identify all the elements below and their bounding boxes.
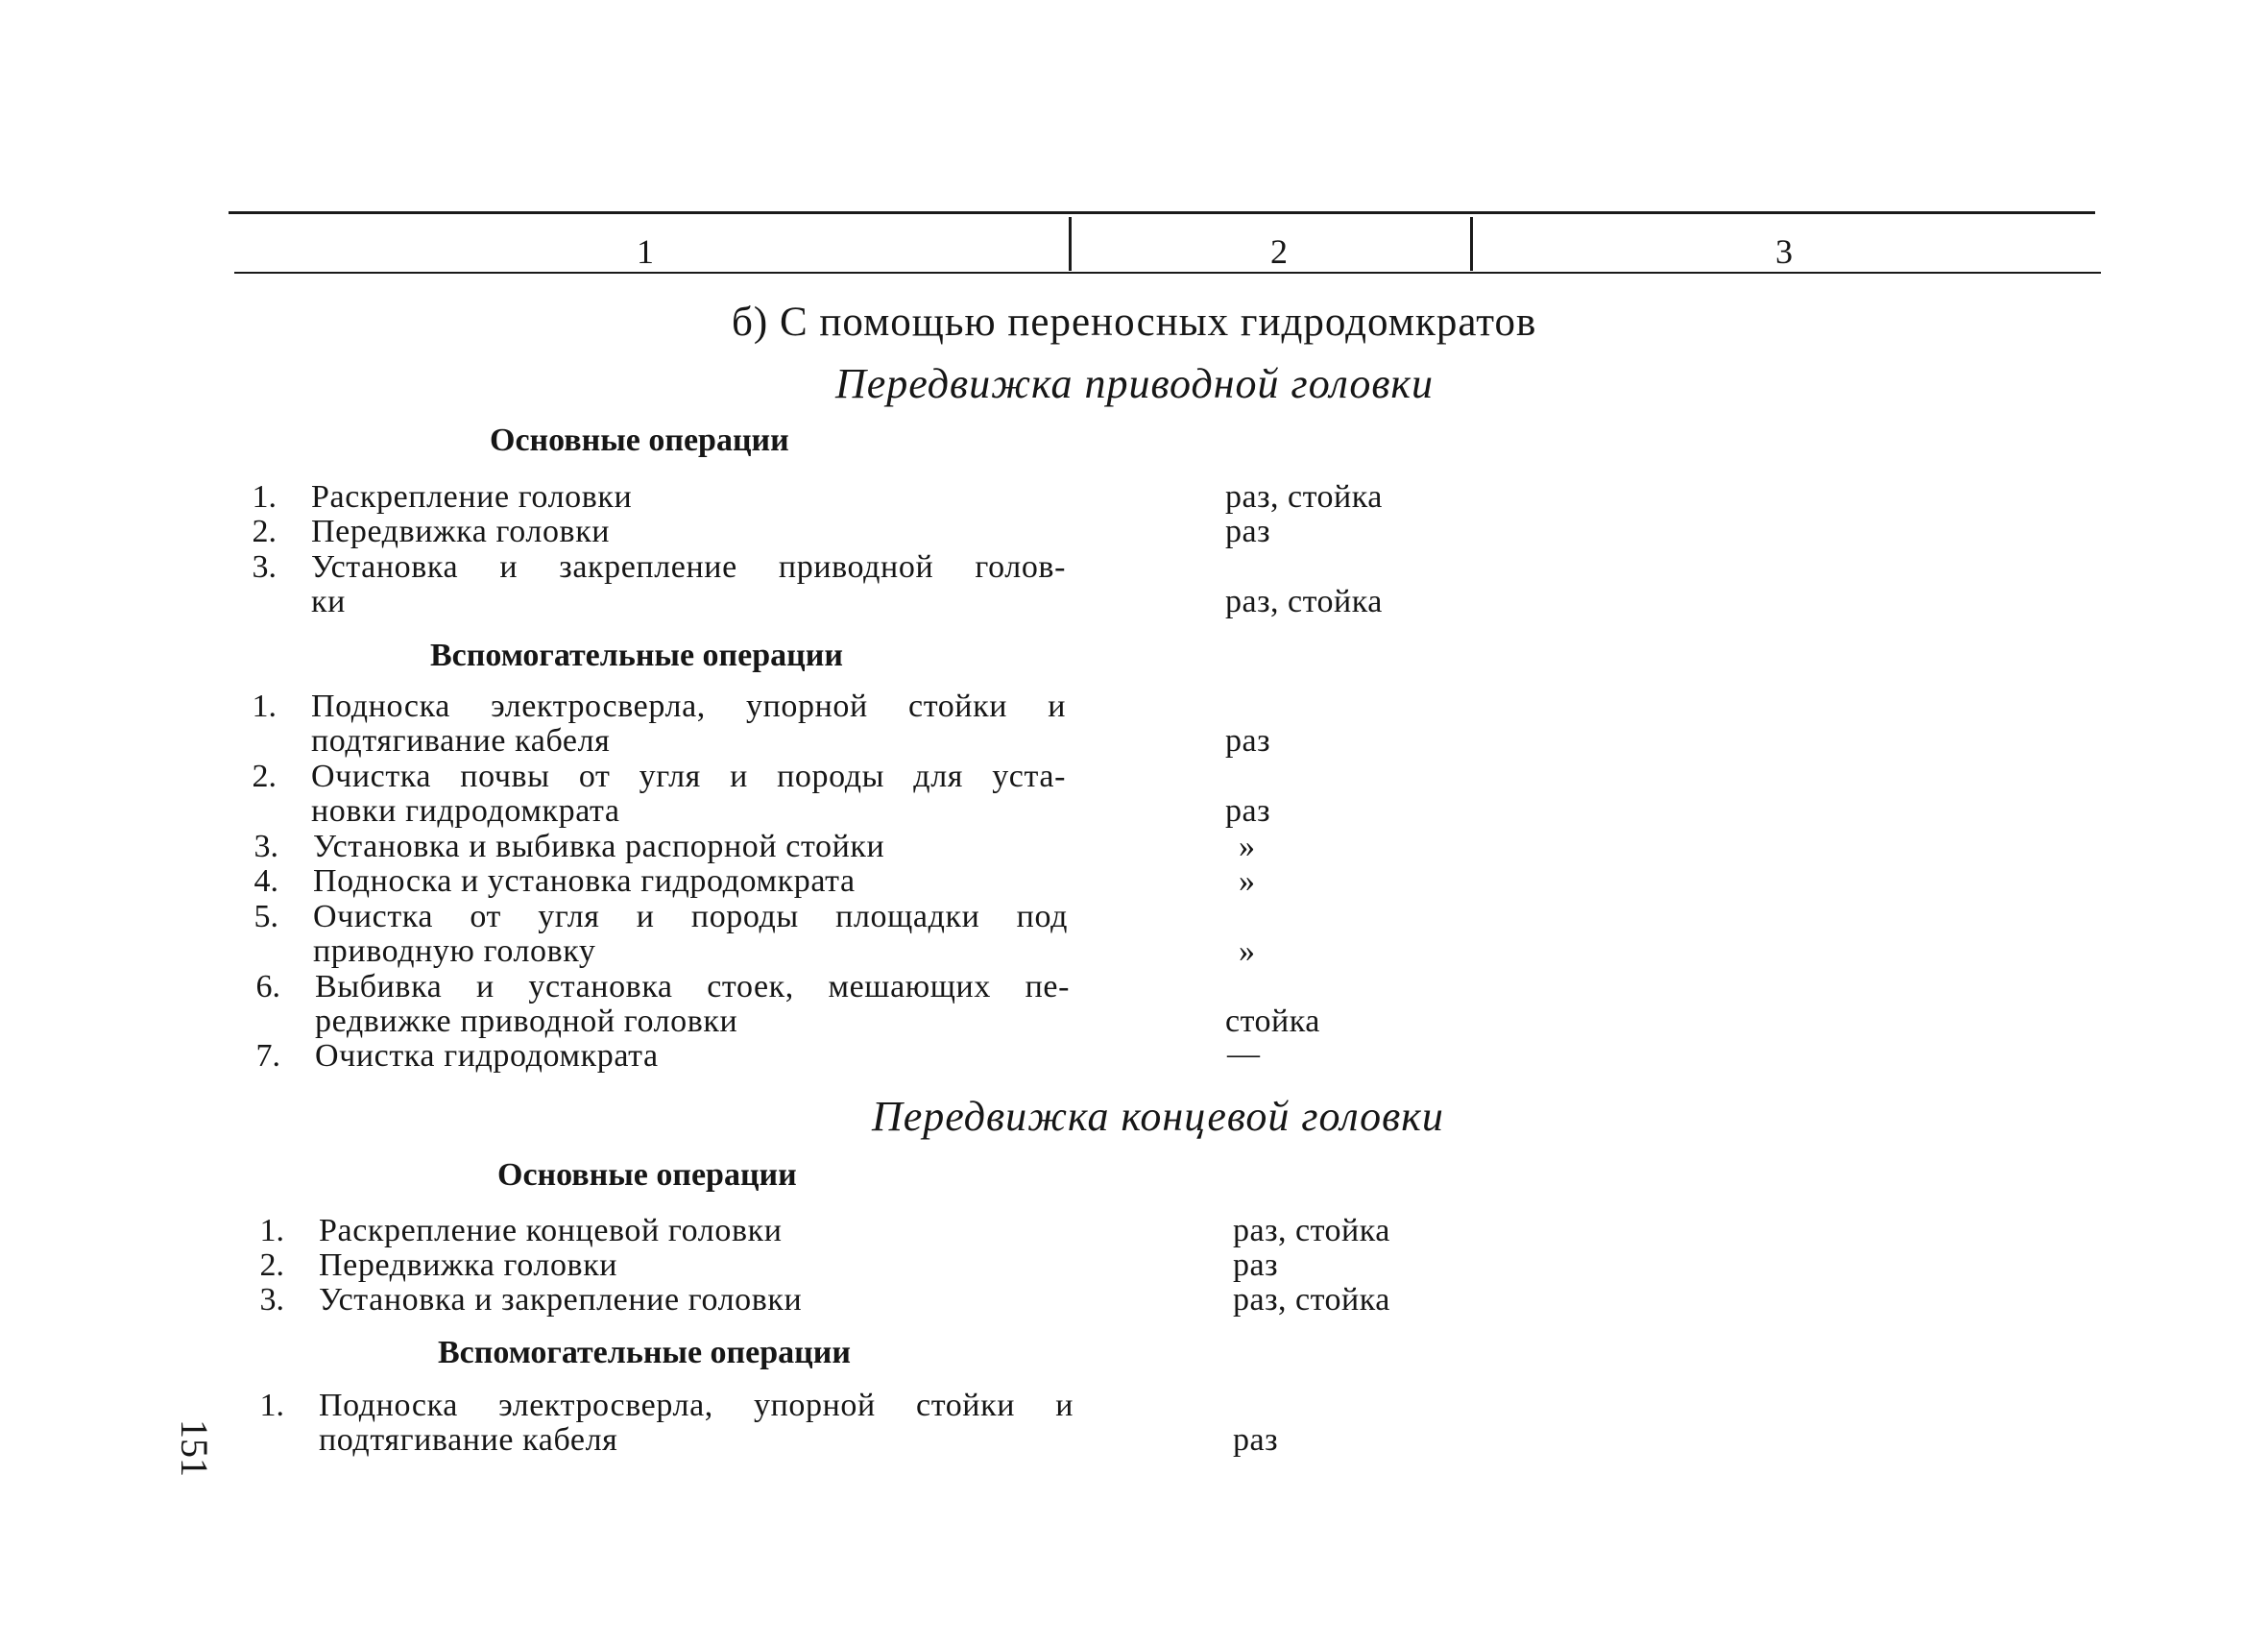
part1-main-op-2-text: Передвижка головки (311, 514, 611, 549)
part1-aux-op-7-number: 7. (255, 1038, 280, 1074)
part1-main-op-3-number: 3. (252, 549, 277, 585)
part1-aux-op-3-unit: » (1239, 829, 1256, 864)
part1-aux-op-2-unit: раз (1225, 793, 1271, 829)
part1-aux-op-6-unit: стойка (1225, 1004, 1320, 1039)
part1-aux-op-5-unit: » (1239, 933, 1256, 969)
part1-aux-op-5-text-cont: приводную головку (313, 933, 596, 969)
header-divider-2 (1470, 217, 1473, 271)
part2-main-op-1-number: 1. (259, 1213, 284, 1248)
column-number-1: 1 (637, 232, 654, 271)
part2-main-op-3-number: 3. (259, 1282, 284, 1318)
part2-aux-op-1-text-cont: подтягивание кабеля (319, 1422, 618, 1458)
part1-main-op-2-unit: раз (1225, 514, 1271, 549)
part1-aux-op-6-number: 6. (255, 969, 280, 1004)
part1-aux-op-3-text: Установка и выбивка распорной стойки (313, 829, 885, 864)
part1-main-op-2-number: 2. (252, 514, 277, 549)
part1-aux-op-4-number: 4. (253, 863, 278, 899)
part1-aux-op-5-number: 5. (253, 899, 278, 934)
header-bottom-rule (234, 272, 2101, 274)
part1-main-op-1-text: Раскрепление головки (311, 479, 633, 515)
part2-aux-op-1-unit: раз (1233, 1422, 1279, 1458)
part1-aux-op-2-text: Очистка почвы от угля и породы для уста- (311, 759, 1066, 794)
part1-aux-op-2-text-cont: новки гидродомкрата (311, 793, 620, 829)
part2-aux-op-1-number: 1. (259, 1388, 284, 1423)
part2-title: Передвижка концевой головки (872, 1093, 1444, 1140)
header-top-rule (229, 211, 2095, 214)
part2-main-op-2-text: Передвижка головки (319, 1247, 618, 1283)
page-number: 151 (173, 1419, 216, 1477)
part1-aux-op-4-unit: » (1239, 863, 1256, 899)
part1-aux-op-1-number: 1. (252, 689, 277, 724)
part1-aux-op-7-unit: — (1227, 1036, 1261, 1072)
part1-aux-op-6-text-cont: редвижке приводной головки (315, 1004, 738, 1039)
part1-aux-op-5-text: Очистка от угля и породы площадки под (313, 899, 1068, 934)
part2-main-op-3-text: Установка и закрепление головки (319, 1282, 803, 1318)
part1-main-op-3-unit: раз, стойка (1225, 584, 1383, 619)
part2-main-op-1-unit: раз, стойка (1233, 1213, 1390, 1248)
part2-main-op-2-unit: раз (1233, 1247, 1279, 1283)
column-number-3: 3 (1775, 232, 1793, 271)
part1-main-op-1-unit: раз, стойка (1225, 479, 1383, 515)
part1-aux-op-1-unit: раз (1225, 723, 1271, 759)
part1-aux-op-1-text-cont: подтягивание кабеля (311, 723, 611, 759)
part1-aux-ops-label: Вспомогательные операции (430, 638, 843, 673)
part1-aux-op-7-text: Очистка гидродомкрата (315, 1038, 659, 1074)
header-divider-1 (1069, 217, 1072, 271)
part1-main-op-1-number: 1. (252, 479, 277, 515)
part2-main-op-2-number: 2. (259, 1247, 284, 1283)
part1-aux-op-1-text: Подноска электросверла, упорной стойки и (311, 689, 1066, 724)
part1-aux-op-2-number: 2. (252, 759, 277, 794)
section-title: б) С помощью переносных гидродомкратов (732, 300, 1537, 345)
part1-title: Передвижка приводной головки (835, 360, 1435, 407)
part2-aux-op-1-text: Подноска электросверла, упорной стойки и (319, 1388, 1074, 1423)
part1-main-ops-label: Основные операции (490, 423, 789, 458)
part1-main-op-3-text: Установка и закрепление приводной голов- (311, 549, 1066, 585)
part1-aux-op-6-text: Выбивка и установка стоек, мешающих пе- (315, 969, 1070, 1004)
part2-main-ops-label: Основные операции (497, 1157, 797, 1193)
part1-main-op-3-text-cont: ки (311, 584, 346, 619)
column-number-2: 2 (1270, 232, 1288, 271)
part1-aux-op-4-text: Подноска и установка гидродомкрата (313, 863, 856, 899)
part2-main-op-1-text: Раскрепление концевой головки (319, 1213, 783, 1248)
part1-aux-op-3-number: 3. (253, 829, 278, 864)
part2-aux-ops-label: Вспомогательные операции (438, 1335, 851, 1370)
part2-main-op-3-unit: раз, стойка (1233, 1282, 1390, 1318)
